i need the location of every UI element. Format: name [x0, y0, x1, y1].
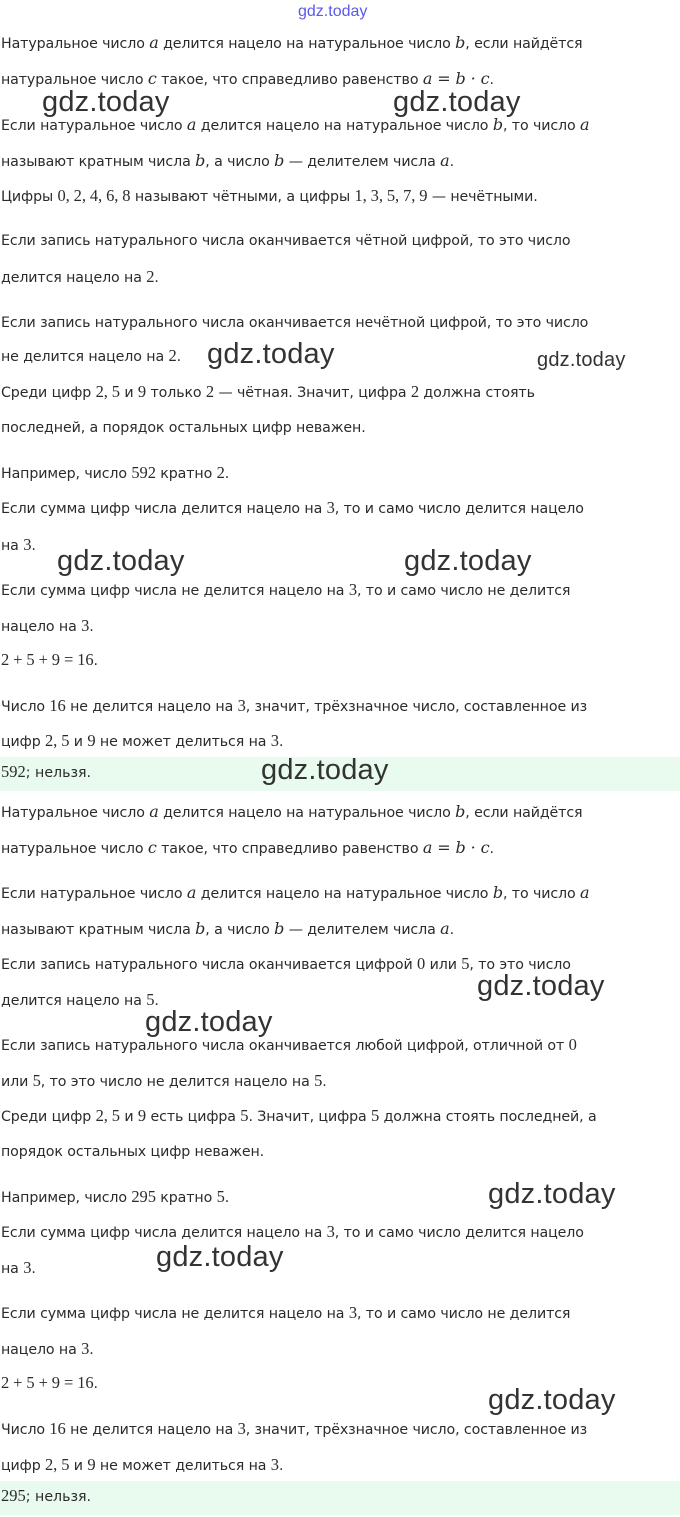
text-segment: должна стоять	[419, 385, 535, 401]
math-variable: a	[580, 883, 590, 902]
text-segment: Число	[1, 699, 50, 715]
text-segment: цифр	[1, 734, 46, 750]
math-number: 2 + 5 + 9 = 16	[1, 650, 94, 669]
watermark-text: gdz.today	[261, 754, 389, 786]
watermark-text: gdz.today	[207, 338, 335, 370]
text-line	[1, 267, 159, 288]
math-variable: a = b · c	[422, 838, 490, 857]
text-line	[1, 883, 589, 904]
text-segment: такое, что справедливо равенство	[156, 72, 423, 88]
watermark-text: gdz.today	[145, 1006, 273, 1038]
text-segment: ; нельзя.	[25, 1489, 92, 1505]
math-variable: b	[455, 802, 466, 821]
text-segment: порядок остальных цифр неважен.	[1, 1144, 265, 1160]
text-segment: Среди цифр	[1, 385, 96, 401]
math-number: 2	[216, 463, 225, 482]
math-number: 3	[81, 1339, 90, 1358]
text-segment: и	[69, 1458, 88, 1474]
text-segment: .	[224, 466, 230, 482]
text-segment: нацело на	[1, 1342, 82, 1358]
text-line	[1, 580, 570, 601]
text-segment: , а число	[205, 154, 275, 170]
math-number: 1, 3, 5, 7, 9	[354, 186, 428, 205]
math-variable: c	[147, 69, 157, 88]
watermark-text: gdz.today	[537, 349, 626, 371]
math-variable: b	[455, 33, 466, 52]
text-segment: .	[31, 1261, 36, 1277]
math-number: 3	[270, 1455, 279, 1474]
math-number: 2, 5	[45, 731, 70, 750]
text-line	[1, 535, 36, 556]
text-segment: не делится нацело на	[65, 699, 238, 715]
watermark-text: gdz.today	[156, 1241, 284, 1273]
text-segment: .	[322, 1074, 327, 1090]
math-variable: a	[580, 115, 590, 134]
answer-text	[1, 762, 91, 783]
text-line	[1, 498, 584, 519]
text-segment: и	[119, 1109, 138, 1125]
text-segment: .	[489, 72, 494, 88]
text-line	[1, 1035, 577, 1056]
math-number: 2	[410, 382, 420, 401]
text-segment: последней, а порядок остальных цифр неважен.	[1, 420, 366, 436]
text-segment: — чётная. Значит, цифра	[214, 385, 411, 401]
math-number: 2, 5	[45, 1455, 70, 1474]
text-segment: .	[278, 734, 284, 750]
text-segment: есть цифра	[146, 1109, 241, 1125]
text-line	[1, 1222, 584, 1243]
text-line	[1, 1258, 36, 1279]
text-segment: делится нацело на	[1, 270, 147, 286]
watermark-text: gdz.today	[488, 1178, 616, 1210]
text-segment: .	[176, 349, 182, 365]
text-segment: называют кратным числа	[1, 154, 196, 170]
math-number: 2	[168, 346, 177, 365]
text-segment: Если сумма цифр числа не делится нацело на	[1, 583, 349, 599]
text-segment: называют кратным числа	[1, 922, 196, 938]
text-segment: .	[449, 922, 454, 938]
text-segment: на	[1, 538, 24, 554]
watermark-text: gdz.today	[393, 86, 521, 118]
math-number: 295	[131, 1187, 156, 1206]
text-line	[1, 33, 582, 54]
text-segment: нацело на	[1, 619, 82, 635]
math-number: 2	[205, 382, 215, 401]
math-number: 9	[137, 1106, 147, 1125]
text-segment: не может делиться на	[95, 1458, 271, 1474]
text-line	[1, 418, 366, 438]
watermark-text: gdz.today	[488, 1384, 616, 1416]
text-segment: , то и само число не делится	[356, 583, 571, 599]
text-segment: Если запись натурального числа оканчивается цифрой	[1, 957, 418, 973]
text-segment: Натуральное число	[1, 805, 150, 821]
math-number: 2, 5	[95, 382, 120, 401]
math-variable: a	[186, 883, 197, 902]
math-number: 0	[417, 954, 426, 973]
text-segment: .	[278, 1458, 284, 1474]
text-segment: Если сумма цифр числа делится нацело на	[1, 1225, 327, 1241]
text-segment: Если сумма цифр числа не делится нацело на	[1, 1306, 349, 1322]
text-segment: Например, число	[1, 466, 132, 482]
text-segment: — нечётными.	[427, 189, 538, 205]
math-number: 592	[131, 463, 156, 482]
top-watermark: gdz.today	[298, 3, 368, 20]
text-segment: натуральное число	[1, 72, 148, 88]
text-segment: , а число	[205, 922, 275, 938]
text-segment: называют чётными, а цифры	[130, 189, 355, 205]
text-segment: Если сумма цифр числа делится нацело на	[1, 501, 327, 517]
math-variable: b	[195, 151, 206, 170]
text-line	[1, 838, 494, 859]
math-number: 3	[326, 1222, 335, 1241]
watermark-text: gdz.today	[42, 86, 170, 118]
text-segment: Если натуральное число	[1, 886, 187, 902]
text-line	[1, 231, 570, 251]
text-segment: Цифры	[1, 189, 58, 205]
text-segment: Среди цифр	[1, 1109, 96, 1125]
text-segment: натуральное число	[1, 841, 148, 857]
math-number: 3	[348, 1303, 357, 1322]
math-number: 5	[371, 1106, 380, 1125]
text-segment: , если найдётся	[465, 805, 583, 821]
text-segment: должна стоять последней, а	[379, 1109, 597, 1125]
text-segment: .	[89, 619, 94, 635]
text-segment: цифр	[1, 1458, 46, 1474]
text-segment: Если запись натурального числа оканчивается любой цифрой, отличной от	[1, 1038, 569, 1054]
math-number: 2 + 5 + 9 = 16	[1, 1373, 94, 1392]
text-segment: Например, число	[1, 1190, 132, 1206]
math-number: 5	[314, 1071, 323, 1090]
text-line	[1, 346, 181, 367]
text-segment: . Значит, цифра	[248, 1109, 372, 1125]
text-segment: .	[31, 538, 36, 554]
math-variable: b	[195, 919, 206, 938]
math-number: 3	[348, 580, 357, 599]
text-segment: делится нацело на натуральное число	[196, 118, 493, 134]
text-segment: — делителем числа	[284, 922, 441, 938]
text-line	[1, 151, 454, 172]
watermark-text: gdz.today	[477, 970, 605, 1002]
text-segment: .	[224, 1190, 230, 1206]
text-segment: .	[489, 841, 494, 857]
text-segment: , то число	[502, 118, 581, 134]
text-line	[1, 1373, 98, 1394]
text-segment: Если натуральное число	[1, 118, 187, 134]
text-line	[1, 616, 94, 637]
math-variable: b	[274, 919, 285, 938]
text-segment: только	[146, 385, 206, 401]
text-line	[1, 1142, 264, 1162]
math-variable: a	[440, 919, 450, 938]
text-segment: , значит, трёхзначное число, составленное из	[245, 1422, 588, 1438]
text-segment: кратно	[155, 466, 217, 482]
text-segment: .	[93, 653, 98, 669]
math-variable: c	[147, 838, 157, 857]
math-number: 3	[81, 616, 90, 635]
text-line	[1, 802, 582, 823]
text-line	[1, 650, 98, 671]
text-segment: не делится нацело на	[1, 349, 169, 365]
text-line	[1, 696, 587, 717]
text-line	[1, 186, 538, 207]
math-number: 2	[146, 267, 155, 286]
math-number: 9	[87, 1455, 96, 1474]
math-number: 9	[137, 382, 147, 401]
math-number: 0, 2, 4, 6, 8	[57, 186, 131, 205]
text-line	[1, 919, 454, 940]
math-number: 5	[216, 1187, 225, 1206]
math-number: 9	[87, 731, 96, 750]
text-line	[1, 1071, 327, 1092]
text-segment: .	[154, 270, 159, 286]
math-number: 3	[23, 535, 32, 554]
math-number: 5	[146, 990, 155, 1009]
math-variable: a	[440, 151, 450, 170]
math-number: 295	[1, 1486, 26, 1505]
text-segment: и	[119, 385, 138, 401]
math-number: 3	[237, 1419, 246, 1438]
watermark-text: gdz.today	[404, 545, 532, 577]
text-segment: Если запись натурального числа оканчивается нечётной цифрой, то это число	[1, 315, 589, 331]
text-segment: , то и само число делится нацело	[334, 501, 584, 517]
text-line	[1, 1187, 229, 1208]
math-number: 5	[32, 1071, 41, 1090]
text-segment: или	[425, 957, 462, 973]
math-variable: a	[149, 802, 159, 821]
text-line	[1, 463, 229, 484]
text-segment: и	[69, 734, 88, 750]
math-number: 16	[49, 696, 66, 715]
math-variable: b	[492, 883, 503, 902]
text-segment: ; нельзя.	[25, 765, 92, 781]
text-segment: .	[89, 1342, 94, 1358]
text-segment: делится нацело на	[1, 993, 147, 1009]
text-line	[1, 115, 589, 136]
math-number: 592	[1, 762, 26, 781]
text-line	[1, 382, 535, 403]
math-number: 16	[49, 1419, 66, 1438]
text-segment: .	[93, 1376, 98, 1392]
text-segment: делится нацело на натуральное число	[196, 886, 493, 902]
text-segment: — делителем числа	[284, 154, 441, 170]
text-line	[1, 731, 283, 752]
text-line	[1, 1339, 94, 1360]
math-number: 3	[326, 498, 335, 517]
text-segment: на	[1, 1261, 24, 1277]
text-segment: , то и само число не делится	[356, 1306, 571, 1322]
text-line	[1, 1419, 587, 1440]
text-segment: Натуральное число	[1, 36, 150, 52]
text-segment: , то число	[502, 886, 581, 902]
math-variable: b	[274, 151, 285, 170]
text-segment: кратно	[155, 1190, 217, 1206]
math-variable: b	[492, 115, 503, 134]
text-segment: .	[449, 154, 454, 170]
text-segment: , значит, трёхзначное число, составленное из	[245, 699, 588, 715]
math-number: 3	[270, 731, 279, 750]
math-number: 0	[568, 1035, 577, 1054]
text-line	[1, 1106, 597, 1127]
math-variable: a	[149, 33, 159, 52]
answer-highlight	[0, 1481, 680, 1515]
math-variable: a	[186, 115, 197, 134]
text-segment: Число	[1, 1422, 50, 1438]
text-line	[1, 990, 159, 1011]
text-segment: делится нацело на натуральное число	[158, 805, 456, 821]
math-number: 5	[240, 1106, 249, 1125]
math-number: 3	[237, 696, 246, 715]
text-segment: или	[1, 1074, 33, 1090]
text-segment: .	[154, 993, 159, 1009]
math-number: 2, 5	[95, 1106, 120, 1125]
text-segment: , то это число	[469, 957, 571, 973]
text-segment: такое, что справедливо равенство	[156, 841, 423, 857]
math-variable: a = b · c	[422, 69, 490, 88]
text-segment: , то это число не делится нацело на	[40, 1074, 315, 1090]
text-line	[1, 1455, 283, 1476]
text-segment: не может делиться на	[95, 734, 271, 750]
text-segment: , то и само число делится нацело	[334, 1225, 584, 1241]
text-segment: не делится нацело на	[65, 1422, 238, 1438]
text-line	[1, 1303, 570, 1324]
math-number: 5	[461, 954, 470, 973]
text-segment: , если найдётся	[465, 36, 583, 52]
text-segment: делится нацело на натуральное число	[158, 36, 456, 52]
text-line	[1, 313, 588, 333]
watermark-text: gdz.today	[57, 545, 185, 577]
text-segment: Если запись натурального числа оканчивается чётной цифрой, то это число	[1, 233, 571, 249]
answer-text	[1, 1486, 91, 1507]
math-number: 3	[23, 1258, 32, 1277]
